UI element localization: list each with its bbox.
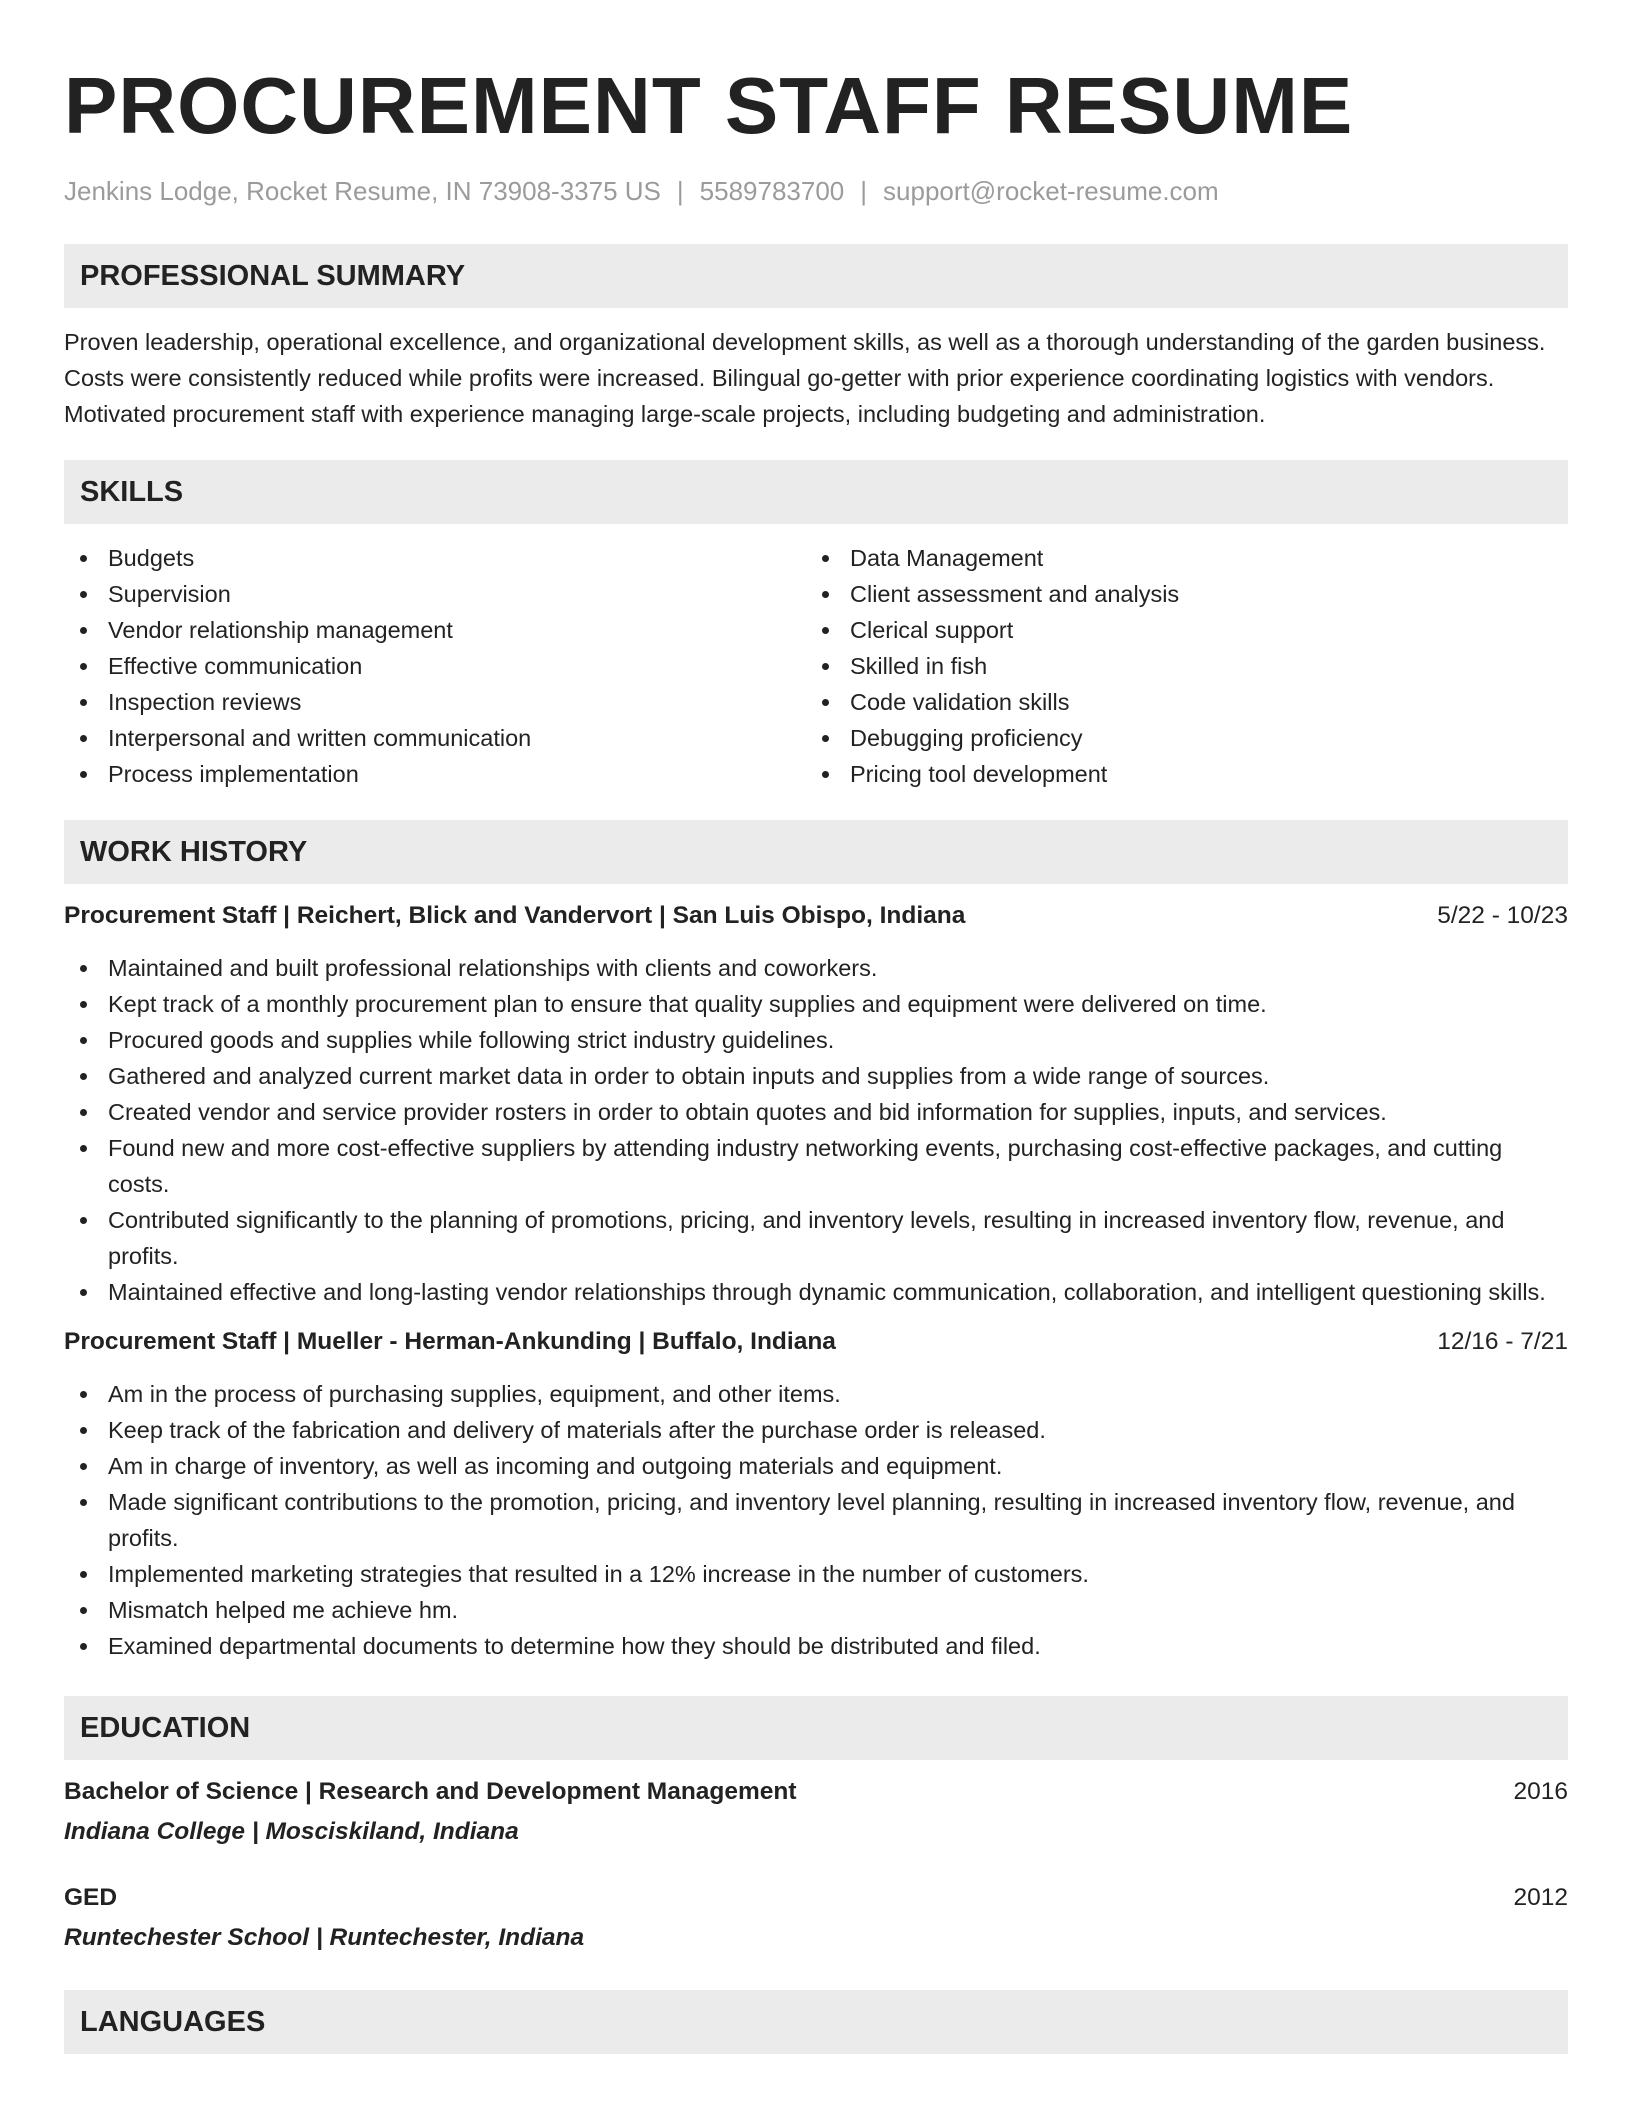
skill-item: Pricing tool development bbox=[806, 756, 1548, 792]
job-entry bbox=[64, 1324, 1568, 1664]
skill-item: Effective communication bbox=[64, 648, 806, 684]
job-bullet: Keep track of the fabrication and delivery of materials after the purchase order is released. bbox=[64, 1412, 1568, 1448]
summary-heading: PROFESSIONAL SUMMARY bbox=[64, 244, 1568, 308]
education-school: Runtechester School | Runtechester, Indiana bbox=[64, 1924, 585, 1951]
job-dates: 12/16 - 7/21 bbox=[1437, 1328, 1568, 1355]
skill-item: Interpersonal and written communication bbox=[64, 720, 806, 756]
contact-phone: 5589783700 bbox=[699, 176, 845, 206]
job-title: Procurement Staff | Mueller - Herman-Ankunding | Buffalo, Indiana bbox=[64, 1328, 836, 1355]
contact-separator: | bbox=[860, 176, 868, 206]
languages-heading: LANGUAGES bbox=[64, 1990, 1568, 2054]
resume-title: PROCUREMENT STAFF RESUME bbox=[64, 61, 1354, 150]
job-dates: 5/22 - 10/23 bbox=[1437, 902, 1568, 929]
skill-item: Vendor relationship management bbox=[64, 612, 806, 648]
work-history-heading: WORK HISTORY bbox=[64, 820, 1568, 884]
skills-column-right bbox=[806, 540, 1548, 792]
contact-line bbox=[64, 174, 1568, 208]
skill-item: Data Management bbox=[806, 540, 1548, 576]
job-bullet: Mismatch helped me achieve hm. bbox=[64, 1592, 1568, 1628]
job-bullet: Procured goods and supplies while following strict industry guidelines. bbox=[64, 1022, 1568, 1058]
job-bullet: Implemented marketing strategies that resulted in a 12% increase in the number of customers. bbox=[64, 1556, 1568, 1592]
job-bullet: Maintained effective and long-lasting vendor relationships through dynamic communication, collaboration, and intelligent questioning skills. bbox=[64, 1274, 1568, 1310]
job-bullet: Maintained and built professional relationships with clients and coworkers. bbox=[64, 950, 1568, 986]
education-degree: GED bbox=[64, 1884, 118, 1911]
job-entry bbox=[64, 898, 1568, 1310]
job-bullet: Found new and more cost-effective suppliers by attending industry networking events, purchasing cost-effective packages, and cutting costs. bbox=[64, 1130, 1568, 1202]
education-header bbox=[64, 1880, 1568, 1916]
job-bullet: Am in charge of inventory, as well as incoming and outgoing materials and equipment. bbox=[64, 1448, 1568, 1484]
education-degree: Bachelor of Science | Research and Development Management bbox=[64, 1778, 797, 1805]
summary-text: Proven leadership, operational excellence, and organizational development skills, as well as a thorough understanding of the garden business. Costs were consistently reduced while profits were increased. Bilingual go-getter with prior experience coordinating logistics with vendors. Motivated procurement staff with experience managing large-scale projects, including budgeting and administration. bbox=[64, 329, 1546, 427]
job-bullet: Contributed significantly to the planning of promotions, pricing, and inventory levels, resulting in increased inventory flow, revenue, and profits. bbox=[64, 1202, 1568, 1274]
skills-column-left bbox=[64, 540, 806, 792]
education-year: 2016 bbox=[1513, 1778, 1568, 1805]
education-header bbox=[64, 1774, 1568, 1810]
job-title: Procurement Staff | Reichert, Blick and Vandervort | San Luis Obispo, Indiana bbox=[64, 902, 966, 929]
job-bullet: Examined departmental documents to determine how they should be distributed and filed. bbox=[64, 1628, 1568, 1664]
job-bullet: Created vendor and service provider rosters in order to obtain quotes and bid information for supplies, inputs, and services. bbox=[64, 1094, 1568, 1130]
skills-heading: SKILLS bbox=[64, 460, 1568, 524]
skill-item: Skilled in fish bbox=[806, 648, 1548, 684]
contact-email: support@rocket-resume.com bbox=[883, 176, 1219, 206]
skill-item: Budgets bbox=[64, 540, 806, 576]
job-bullets bbox=[64, 950, 1568, 1310]
job-bullet: Made significant contributions to the promotion, pricing, and inventory level planning, resulting in increased inventory flow, revenue, and profits. bbox=[64, 1484, 1568, 1556]
skill-item: Debugging proficiency bbox=[806, 720, 1548, 756]
education-entry bbox=[64, 1880, 1568, 1956]
education-heading: EDUCATION bbox=[64, 1696, 1568, 1760]
job-bullet: Kept track of a monthly procurement plan to ensure that quality supplies and equipment were delivered on time. bbox=[64, 986, 1568, 1022]
contact-separator: | bbox=[676, 176, 684, 206]
skill-item: Client assessment and analysis bbox=[806, 576, 1548, 612]
job-header bbox=[64, 898, 1568, 934]
contact-address: Jenkins Lodge, Rocket Resume, IN 73908-3375 US bbox=[64, 176, 661, 206]
skill-item: Inspection reviews bbox=[64, 684, 806, 720]
job-header bbox=[64, 1324, 1568, 1360]
education-school: Indiana College | Mosciskiland, Indiana bbox=[64, 1818, 519, 1845]
job-bullet: Am in the process of purchasing supplies, equipment, and other items. bbox=[64, 1376, 1568, 1412]
skills-list bbox=[64, 540, 1568, 792]
education-entry bbox=[64, 1774, 1568, 1850]
skill-item: Clerical support bbox=[806, 612, 1548, 648]
skill-item: Code validation skills bbox=[806, 684, 1548, 720]
skill-item: Process implementation bbox=[64, 756, 806, 792]
job-bullet: Gathered and analyzed current market data in order to obtain inputs and supplies from a wide range of sources. bbox=[64, 1058, 1568, 1094]
education-year: 2012 bbox=[1513, 1884, 1568, 1911]
job-bullets bbox=[64, 1376, 1568, 1664]
skill-item: Supervision bbox=[64, 576, 806, 612]
